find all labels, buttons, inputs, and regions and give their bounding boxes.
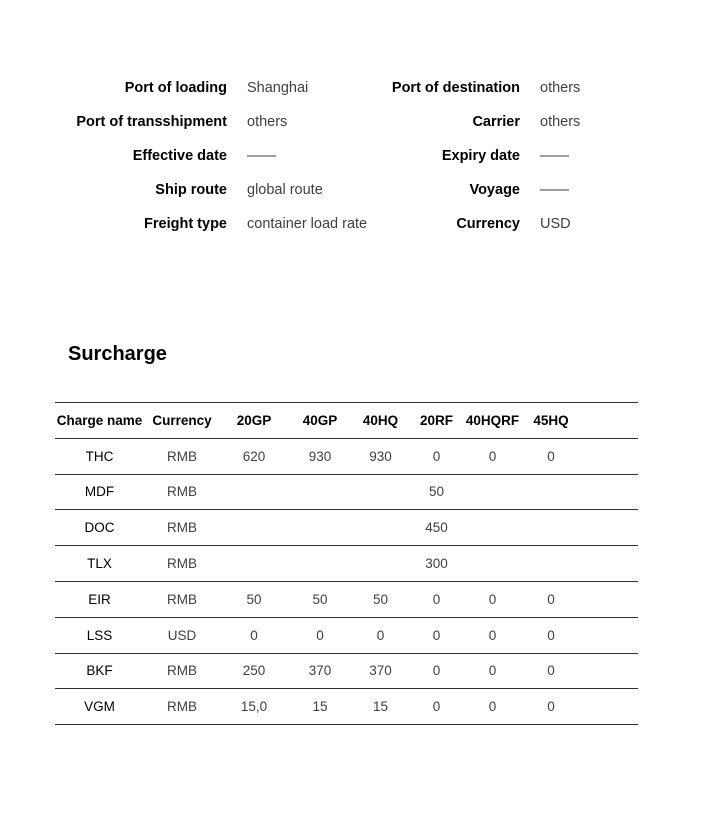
effective-date-label: Effective date [132, 148, 227, 164]
surcharge-section-title: Surcharge [68, 343, 167, 365]
table-row [55, 474, 638, 510]
value-cell: 370 [352, 653, 409, 689]
value-cell: RMB [144, 546, 220, 582]
value-cell [352, 474, 409, 510]
charge-name-cell: LSS [55, 617, 144, 653]
charge-name-cell: EIR [55, 581, 144, 617]
column-header: Charge name [55, 403, 144, 439]
spacer-cell [581, 438, 638, 474]
form-row [0, 71, 702, 105]
carrier-label: Carrier [472, 114, 520, 130]
value-cell: 0 [521, 617, 581, 653]
value-cell [288, 546, 352, 582]
column-header: 40GP [288, 403, 352, 439]
value-cell: 250 [220, 653, 288, 689]
value-cell [521, 474, 581, 510]
value-cell [464, 546, 521, 582]
value-cell: 930 [352, 438, 409, 474]
value-cell: 620 [220, 438, 288, 474]
port-of-transshipment-value: others [247, 114, 288, 130]
value-cell [220, 546, 288, 582]
port-of-destination-label: Port of destination [391, 80, 520, 96]
currency-label: Currency [456, 216, 520, 232]
table-row [55, 546, 638, 582]
table-row [55, 510, 638, 546]
column-header: 20RF [409, 403, 464, 439]
value-cell [464, 510, 521, 546]
value-cell [464, 474, 521, 510]
spacer-cell [581, 546, 638, 582]
value-cell: 0 [409, 689, 464, 725]
value-cell: 450 [409, 510, 464, 546]
column-header: 20GP [220, 403, 288, 439]
value-cell: 0 [220, 617, 288, 653]
value-cell: 0 [464, 689, 521, 725]
value-cell: 15 [352, 689, 409, 725]
table-row [55, 581, 638, 617]
freight-type-label: Freight type [144, 216, 227, 232]
value-cell [220, 510, 288, 546]
column-header: 40HQ [352, 403, 409, 439]
port-of-loading-label: Port of loading [124, 80, 227, 96]
value-cell: 0 [464, 653, 521, 689]
form-row [0, 207, 702, 241]
value-cell: 0 [464, 438, 521, 474]
spacer-cell [581, 617, 638, 653]
value-cell: 0 [464, 581, 521, 617]
form-row [0, 173, 702, 207]
charge-name-cell: BKF [55, 653, 144, 689]
value-cell: 0 [521, 653, 581, 689]
form-row [0, 139, 702, 173]
value-cell: 50 [352, 581, 409, 617]
value-cell: 930 [288, 438, 352, 474]
value-cell: 0 [409, 581, 464, 617]
effective-date-value: —— [247, 148, 276, 164]
spacer-cell [581, 474, 638, 510]
freight-type-value: container load rate [247, 216, 368, 232]
value-cell [220, 474, 288, 510]
value-cell: RMB [144, 689, 220, 725]
currency-value: USD [540, 216, 571, 232]
voyage-label: Voyage [469, 182, 520, 198]
value-cell: 0 [521, 581, 581, 617]
value-cell [521, 546, 581, 582]
table-row [55, 689, 638, 725]
expiry-date-label: Expiry date [441, 148, 520, 164]
port-of-transshipment-label: Port of transshipment [76, 114, 227, 130]
value-cell: 0 [409, 438, 464, 474]
value-cell: 0 [409, 653, 464, 689]
value-cell: 50 [409, 474, 464, 510]
value-cell: 15 [288, 689, 352, 725]
value-cell: RMB [144, 510, 220, 546]
table-row [55, 653, 638, 689]
value-cell: 0 [521, 689, 581, 725]
freight-info-form [0, 71, 702, 241]
value-cell: 15,0 [220, 689, 288, 725]
value-cell: 300 [409, 546, 464, 582]
table-row [55, 617, 638, 653]
form-row [0, 105, 702, 139]
surcharge-table-wrap [55, 402, 638, 725]
spacer-cell [581, 581, 638, 617]
charge-name-cell: VGM [55, 689, 144, 725]
value-cell: 0 [521, 438, 581, 474]
charge-name-cell: THC [55, 438, 144, 474]
spacer-cell [581, 403, 638, 439]
column-header: 45HQ [521, 403, 581, 439]
value-cell [288, 474, 352, 510]
table-row [55, 438, 638, 474]
column-header: Currency [144, 403, 220, 439]
spacer-cell [581, 689, 638, 725]
ship-route-value: global route [247, 182, 323, 198]
value-cell: USD [144, 617, 220, 653]
value-cell: 0 [464, 617, 521, 653]
value-cell [521, 510, 581, 546]
spacer-cell [581, 510, 638, 546]
carrier-value: others [540, 114, 581, 130]
charge-name-cell: DOC [55, 510, 144, 546]
value-cell: RMB [144, 474, 220, 510]
value-cell: 50 [288, 581, 352, 617]
value-cell [352, 546, 409, 582]
charge-name-cell: TLX [55, 546, 144, 582]
charge-name-cell: MDF [55, 474, 144, 510]
ship-route-label: Ship route [155, 182, 227, 198]
value-cell: RMB [144, 653, 220, 689]
expiry-date-value: —— [540, 148, 569, 164]
value-cell: 0 [409, 617, 464, 653]
value-cell [288, 510, 352, 546]
table-header-row [55, 403, 638, 439]
value-cell [352, 510, 409, 546]
voyage-value: —— [540, 182, 569, 198]
port-of-loading-value: Shanghai [247, 80, 309, 96]
port-of-destination-value: others [540, 80, 581, 96]
value-cell: RMB [144, 438, 220, 474]
value-cell: 370 [288, 653, 352, 689]
value-cell: 50 [220, 581, 288, 617]
surcharge-table [55, 402, 638, 725]
spacer-cell [581, 653, 638, 689]
value-cell: 0 [352, 617, 409, 653]
value-cell: RMB [144, 581, 220, 617]
value-cell: 0 [288, 617, 352, 653]
column-header: 40HQRF [464, 403, 521, 439]
